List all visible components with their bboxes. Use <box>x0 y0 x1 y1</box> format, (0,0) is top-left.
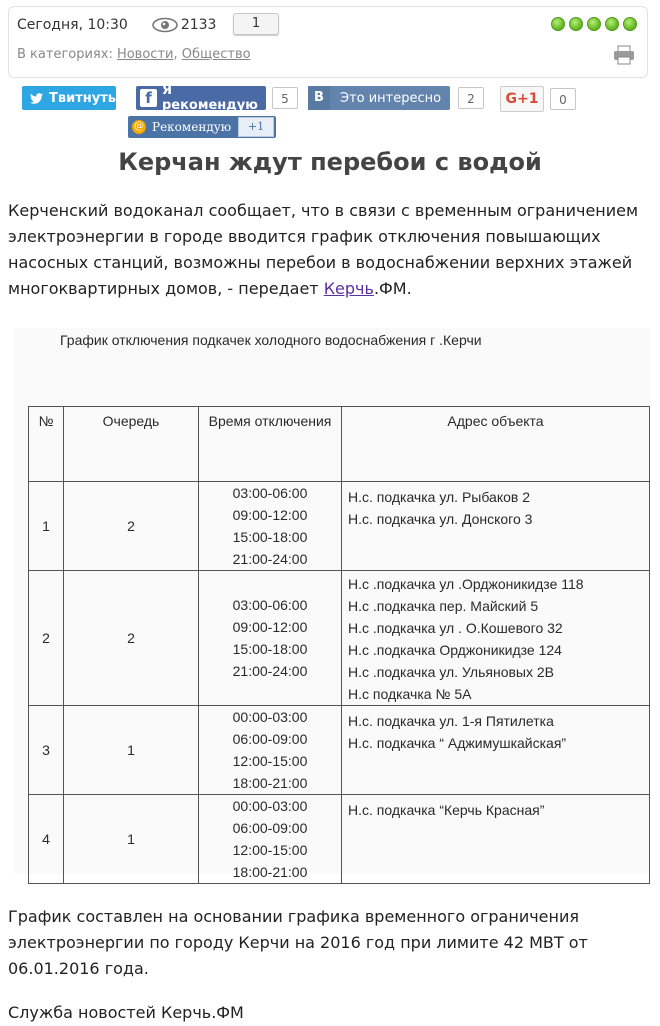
schedule-row <box>29 482 650 571</box>
row-addresses <box>342 571 650 706</box>
facebook-label: Я рекомендую <box>161 83 258 113</box>
vk-label: Это интересно <box>340 90 442 106</box>
pump-station-address: Н.с. подкачка ул. 1-я Пятилетка <box>348 713 554 729</box>
odnoklassniki-icon: @ <box>134 121 144 132</box>
vk-share-button[interactable] <box>308 86 450 110</box>
ok-label: Рекомендую <box>152 120 232 134</box>
ok-recommend-button[interactable] <box>128 116 276 138</box>
shutoff-time: 21:00-24:00 <box>232 663 308 679</box>
shutoff-time: 15:00-18:00 <box>232 529 308 545</box>
schedule-header-row <box>29 407 650 482</box>
row-number: 2 <box>29 571 64 706</box>
row-times <box>199 571 342 706</box>
row-addresses <box>342 482 650 571</box>
row-times <box>199 482 342 571</box>
pump-station-address: Н.с. подкачка ул. Рыбаков 2 <box>348 489 531 505</box>
schedule-scan <box>14 328 650 880</box>
pump-station-address: Н.с .подкачка пер. Майский 5 <box>348 598 539 614</box>
row-queue: 2 <box>64 571 199 706</box>
article-meta-box <box>8 6 648 78</box>
vk-count: 2 <box>458 87 484 109</box>
shutoff-time: 06:00-09:00 <box>232 820 308 836</box>
pump-station-address: Н.с .подкачка ул . О.Кошевого 32 <box>348 620 563 636</box>
pump-station-address: Н.с. подкачка “ Аджимушкайская” <box>348 735 567 751</box>
facebook-icon: f <box>140 89 157 107</box>
pump-station-address: Н.с. подкачка “Керчь Красная” <box>348 802 545 818</box>
article-title: Керчан ждут перебои с водой <box>118 148 542 176</box>
shutoff-time: 18:00-21:00 <box>232 775 308 791</box>
publish-date: Сегодня, 10:30 <box>17 17 128 33</box>
shutoff-time: 00:00-03:00 <box>232 798 308 814</box>
header-number: № <box>29 407 64 482</box>
schedule-row <box>29 571 650 706</box>
source-suffix: .ФМ. <box>373 279 412 298</box>
facebook-recommend-button[interactable] <box>136 83 266 113</box>
row-times <box>199 795 342 884</box>
categories: В категориях: Новости, Общество <box>17 47 251 62</box>
header-time: Время отключения <box>199 407 342 482</box>
print-icon[interactable] <box>613 45 635 65</box>
meta-row <box>17 17 246 33</box>
rating-dots[interactable] <box>551 17 637 31</box>
ok-count: +1 <box>238 117 274 137</box>
pump-station-address: Н.с. подкачка ул. Донского 3 <box>348 511 533 527</box>
rating-dot[interactable] <box>551 17 565 31</box>
source-link[interactable]: Керчь <box>323 279 374 298</box>
schedule-body <box>29 482 650 884</box>
shutoff-time: 12:00-15:00 <box>232 753 308 769</box>
tweet-label: Твитнуть <box>49 90 116 106</box>
facebook-count: 5 <box>272 87 298 109</box>
shutoff-time: 06:00-09:00 <box>232 731 308 747</box>
schedule-footnote: График составлен на основании графика временного ограничения электроэнергии по городу Керчи на 2016 год при лимите 42 МВТ от 06.01.2016 года. <box>8 907 588 978</box>
category-link-society[interactable]: Общество <box>181 47 251 62</box>
shutoff-time: 09:00-12:00 <box>232 507 308 523</box>
rating-dot[interactable] <box>605 17 619 31</box>
categories-prefix: В категориях: <box>17 47 117 62</box>
row-times <box>199 706 342 795</box>
twitter-bird-icon <box>30 92 43 105</box>
row-queue: 1 <box>64 706 199 795</box>
shutoff-time: 03:00-06:00 <box>232 485 308 501</box>
pump-station-address: Н.с .подкачка ул .Орджоникидзе 118 <box>348 576 584 592</box>
rating-dot[interactable] <box>623 17 637 31</box>
vk-icon: В <box>308 86 330 110</box>
row-number: 4 <box>29 795 64 884</box>
gplus-count: 0 <box>550 88 576 110</box>
row-addresses <box>342 706 650 795</box>
row-queue: 2 <box>64 482 199 571</box>
article-intro <box>8 198 652 302</box>
shutoff-time: 15:00-18:00 <box>232 641 308 657</box>
category-link-news[interactable]: Новости <box>116 47 174 62</box>
shutoff-time: 21:00-24:00 <box>232 551 308 567</box>
pump-station-address: Н.с .подкачка Орджоникидзе 124 <box>348 642 562 658</box>
shutoff-time: 03:00-06:00 <box>232 597 308 613</box>
intro-text: Керченский водоканал сообщает, что в связи с временным ограничением электроэнергии в городе вводится график отключения повышающих насосных станций, возможны перебои в водоснабжении верхних этажей многоквартирных домов, - передает <box>8 201 639 298</box>
shutoff-time: 12:00-15:00 <box>232 842 308 858</box>
schedule-title: График отключения подкачек холодного водоснабжения г .Керчи <box>60 332 482 348</box>
tweet-button[interactable] <box>22 86 116 110</box>
shutoff-time: 09:00-12:00 <box>232 619 308 635</box>
pump-station-address: Н.с подкачка № 5А <box>348 686 472 702</box>
shutoff-time: 00:00-03:00 <box>232 709 308 725</box>
eye-icon <box>152 17 178 33</box>
header-queue: Очередь <box>64 407 199 482</box>
comments-count-button[interactable]: 1 <box>233 13 279 35</box>
row-queue: 1 <box>64 795 199 884</box>
header-address: Адрес объекта <box>342 407 650 482</box>
row-number: 1 <box>29 482 64 571</box>
schedule-row <box>29 706 650 795</box>
schedule-table <box>28 406 650 884</box>
row-addresses <box>342 795 650 884</box>
row-number: 3 <box>29 706 64 795</box>
shutoff-time: 18:00-21:00 <box>232 864 308 880</box>
view-count: 2133 <box>180 17 217 33</box>
schedule-row <box>29 795 650 884</box>
rating-dot[interactable] <box>569 17 583 31</box>
pump-station-address: Н.с .подкачка ул. Ульяновых 2В <box>348 664 554 680</box>
news-signature: Служба новостей Керчь.ФМ <box>8 1003 244 1022</box>
rating-dot[interactable] <box>587 17 601 31</box>
gplus-button[interactable]: G+1 <box>500 86 544 112</box>
